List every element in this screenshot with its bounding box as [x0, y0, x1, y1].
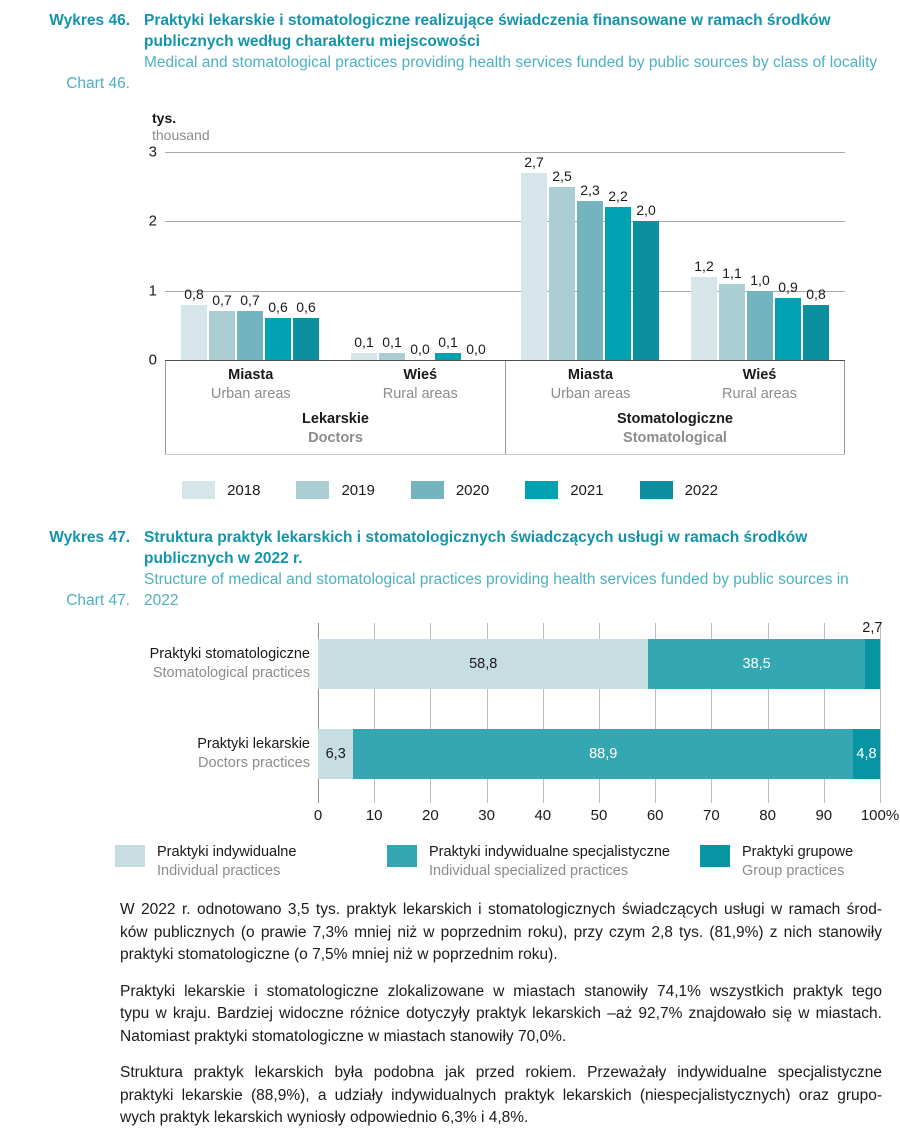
- bar-2022: [633, 202, 659, 360]
- paragraph-line: typu w kraju. Bardziej widoczne różnice dotyczyły praktyk lekarskich –aż 92,7% znajdowało się w miastach.: [120, 1005, 882, 1022]
- segment-group-practices: [862, 620, 883, 689]
- category-label-en: Urban areas: [210, 386, 291, 402]
- segment-value-label: 4,8: [856, 746, 877, 762]
- bar-2021: [605, 188, 631, 360]
- legend-year-label: 2022: [684, 481, 718, 499]
- paragraph-line: praktyki stomatologiczne (o 7,5% mniej niż w poprzednim roku).: [120, 946, 558, 963]
- legend-swatch: [700, 845, 730, 867]
- bar-value-label: 0,6: [268, 299, 288, 316]
- x-tick-40: 40: [534, 807, 552, 824]
- legend-year-label: 2021: [570, 481, 604, 499]
- legend-swatch-2022: [640, 481, 673, 499]
- bar-2022: [803, 285, 829, 360]
- legend-year-label: 2019: [341, 481, 375, 499]
- legend-item-individual-specialized-practices: [387, 843, 700, 881]
- bar-2019: [549, 167, 575, 360]
- bar-value-label: 0,8: [806, 285, 826, 302]
- y-tick-0: 0: [148, 351, 157, 369]
- paragraph-3: [120, 1062, 882, 1130]
- chart47: [0, 620, 900, 881]
- section-label-pl: Stomatologiczne: [616, 411, 733, 427]
- bar-group-miasta-0: [181, 285, 319, 360]
- category-wies-doctors: [336, 366, 506, 404]
- legend-label-en: Group practices: [742, 863, 845, 879]
- segment-value-label: 6,3: [325, 746, 346, 762]
- chart46-label-en: Chart 46.: [66, 75, 130, 92]
- section-stomatological-bars: [505, 152, 845, 360]
- segment-individual-specialized-practices: [648, 639, 864, 689]
- bar-2020: [237, 292, 263, 360]
- legend-item-2019: [296, 481, 374, 499]
- bar-value-label: 0,1: [382, 334, 402, 351]
- bar-value-label: 1,2: [694, 257, 714, 274]
- segment-group-practices: [853, 729, 880, 779]
- chart47-plot: [318, 620, 883, 803]
- chart46-title-en: Medical and stomatological practices providing health services funded by public sources by class of locality: [144, 54, 878, 71]
- section-label-doctors: [166, 410, 505, 448]
- legend-swatch-2019: [296, 481, 329, 499]
- legend-item-group-practices: [700, 843, 853, 881]
- unit-en: thousand: [152, 127, 210, 143]
- legend-text: [742, 843, 853, 881]
- body-text: [120, 899, 882, 1130]
- bar-value-label: 0,9: [778, 278, 798, 295]
- category-label-pl: Miasta: [567, 367, 614, 383]
- legend-year-label: 2018: [227, 481, 261, 499]
- paragraph-line: Praktyki lekarskie i stomatologiczne zlokalizowane w miastach stanowiły 74,1% wszystkich praktyk tego: [120, 982, 882, 1000]
- bar-value-label: 0,1: [438, 334, 458, 351]
- row-label-doctors: [197, 729, 310, 779]
- paragraph-line: W 2022 r. odnotowano 3,5 tys. praktyk lekarskich i stomatologicznych świadczących usługi w ramach środ-: [120, 901, 882, 918]
- section-doctors-bars: [165, 152, 505, 360]
- stacked-bar-doctors: [318, 729, 880, 779]
- category-miasta-stomatological: [506, 366, 675, 404]
- chart46-title-pl: Praktyki lekarskie i stomatologiczne realizujące świadczenia finansowane w ramach środków publicznych według charakteru miejscowości: [144, 12, 831, 50]
- chart46-bars: [165, 152, 845, 360]
- category-label-pl: Miasta: [228, 367, 274, 383]
- bar-value-label: 2,7: [524, 153, 544, 170]
- x-tick-70: 70: [703, 807, 720, 824]
- row-label-en: Stomatological practices: [152, 665, 310, 681]
- bar-2019: [379, 334, 405, 360]
- legend-item-2020: [411, 481, 489, 499]
- x-tick-50: 50: [590, 807, 608, 824]
- bar-2020: [577, 181, 603, 360]
- row-label-stomatological: [150, 639, 310, 689]
- category-label-en: Rural areas: [722, 386, 797, 402]
- section-label-en: Doctors: [308, 430, 363, 446]
- x-tick-30: 30: [478, 807, 495, 824]
- legend-item-2022: [640, 481, 718, 499]
- bar-value-label: 0,0: [410, 341, 430, 357]
- x-tick-100: 100%: [860, 807, 900, 824]
- bar-2020: [747, 271, 773, 360]
- category-label-pl: Wieś: [742, 367, 777, 383]
- chart47-heading: [30, 527, 880, 611]
- segment-individual-specialized-practices: [353, 729, 853, 779]
- bar-value-label: 1,0: [750, 271, 770, 288]
- row-label-pl: Praktyki stomatologiczne: [149, 646, 310, 662]
- legend-item-2021: [525, 481, 603, 499]
- legend-label-pl: Praktyki indywidualne specjalistyczne: [429, 844, 670, 860]
- paragraph-1: [120, 899, 882, 967]
- chart47-title-pl: Struktura praktyk lekarskich i stomatologicznych świadczących usługi w ramach środków publicznych w 2022 r.: [144, 529, 808, 567]
- legend-text: [157, 843, 296, 881]
- legend-label-en: Individual specialized practices: [429, 863, 629, 879]
- x-tick-80: 80: [759, 807, 776, 824]
- legend-item-individual-practices: [115, 843, 387, 881]
- row-label-en: Doctors practices: [197, 755, 310, 771]
- chart47-legend: [115, 843, 880, 881]
- chart46-category-table: [165, 361, 845, 455]
- chart46-label-pl: Wykres 46.: [49, 12, 130, 29]
- bar-2022: [293, 299, 319, 360]
- x-tick-60: 60: [646, 807, 664, 824]
- category-label-en: Rural areas: [382, 386, 458, 402]
- category-wies-stomatological: [675, 366, 844, 404]
- bar-2019: [719, 264, 745, 360]
- section-stomatological: [505, 361, 845, 454]
- x-tick-0: 0: [313, 807, 323, 824]
- bar-group-miasta-2: [521, 153, 659, 360]
- x-tick-10: 10: [365, 807, 383, 824]
- chart46-heading: [30, 10, 880, 94]
- chart46-legend: [0, 481, 900, 499]
- segment-value-label: 2,7: [862, 620, 883, 636]
- paragraph-line: Natomiast praktyki stomatologiczne w miastach stanowiły 70,0%.: [120, 1027, 567, 1045]
- stacked-bar-stomatological: [318, 620, 883, 689]
- paragraph-line: Struktura praktyk lekarskich była podobna jak przed rokiem. Przeważały indywidualne specjalistyczne: [120, 1064, 882, 1081]
- chart46: [0, 110, 900, 499]
- chart47-label-en: Chart 47.: [66, 592, 130, 609]
- segment-individual-practices: [318, 729, 353, 779]
- bar-2018: [351, 334, 377, 360]
- paragraph-line: ków publicznych (o prawie 7,3% mniej niż w poprzednim roku), przy czym 2,8 tys. (81,9%) z nich stanowiły: [120, 923, 882, 941]
- bar-2018: [181, 285, 207, 360]
- segment-individual-practices: [318, 639, 648, 689]
- segment-value-label: 58,8: [469, 656, 498, 672]
- section-label-pl: Lekarskie: [302, 411, 369, 427]
- bar-value-label: 0,1: [354, 334, 374, 351]
- section-label-en: Stomatological: [623, 430, 727, 446]
- row-label-pl: Praktyki lekarskie: [197, 736, 310, 752]
- category-label-pl: Wieś: [403, 367, 438, 383]
- bar-value-label: 2,2: [608, 188, 628, 205]
- bar-group-wieś-1: [351, 334, 489, 360]
- bar-2019: [209, 292, 235, 360]
- legend-swatch-2021: [525, 481, 558, 499]
- bar-value-label: 2,5: [552, 167, 572, 184]
- legend-label-pl: Praktyki grupowe: [742, 844, 854, 860]
- segment-value-label: 38,5: [742, 656, 771, 672]
- legend-label-pl: Praktyki indywidualne: [157, 844, 297, 860]
- bar-value-label: 0,8: [184, 285, 204, 302]
- bar-value-label: 0,7: [240, 292, 260, 309]
- bar-2018: [521, 153, 547, 360]
- y-tick-2: 2: [148, 212, 157, 230]
- category-label-en: Urban areas: [550, 386, 631, 402]
- legend-label-en: Individual practices: [157, 863, 281, 879]
- bar-value-label: 2,0: [636, 202, 656, 219]
- bar-value-label: 0,0: [466, 341, 486, 357]
- chart47-label-pl: Wykres 47.: [49, 529, 130, 546]
- bar-value-label: 1,1: [722, 264, 742, 281]
- chart46-unit-label: [152, 110, 900, 144]
- y-tick-1: 1: [148, 282, 157, 300]
- segment-value-label: 88,9: [589, 746, 618, 762]
- unit-pl: tys.: [152, 110, 177, 126]
- bar-2021: [775, 278, 801, 360]
- x-tick-90: 90: [815, 807, 833, 824]
- chart47-x-axis: [313, 807, 900, 827]
- legend-swatch-2020: [411, 481, 444, 499]
- gridline-100: [880, 623, 881, 803]
- legend-year-label: 2020: [455, 481, 490, 499]
- y-tick-3: 3: [148, 143, 157, 161]
- category-miasta-doctors: [166, 366, 336, 404]
- legend-swatch-2018: [182, 481, 215, 499]
- section-doctors: [165, 361, 505, 454]
- bar-value-label: 0,6: [296, 299, 316, 316]
- paragraph-2: [120, 981, 882, 1049]
- bar-value-label: 0,7: [212, 292, 232, 309]
- legend-item-2018: [182, 481, 260, 499]
- x-tick-20: 20: [422, 807, 439, 824]
- chart46-plot: [148, 143, 845, 369]
- bar-value-label: 2,3: [580, 181, 600, 198]
- bar-2021: [265, 299, 291, 360]
- legend-swatch: [387, 845, 417, 867]
- chart47-row-labels: [100, 623, 318, 803]
- legend-text: [429, 843, 670, 881]
- bar-2021: [435, 334, 461, 360]
- paragraph-line: wych praktyk lekarskich wyniosły odpowiednio 6,3% i 4,8%.: [120, 1109, 529, 1126]
- paragraph-line: praktyki lekarskie (88,9%), a udziały indywidualnych praktyk lekarskich (niespecjalistycznych) oraz grupo-: [120, 1086, 882, 1104]
- legend-swatch: [115, 845, 145, 867]
- bar-2018: [691, 257, 717, 360]
- chart47-title-en: Structure of medical and stomatological practices providing health services funded by public sources in 2022: [144, 571, 849, 609]
- bar-group-wieś-3: [691, 257, 829, 360]
- section-label-stomatological: [506, 410, 844, 448]
